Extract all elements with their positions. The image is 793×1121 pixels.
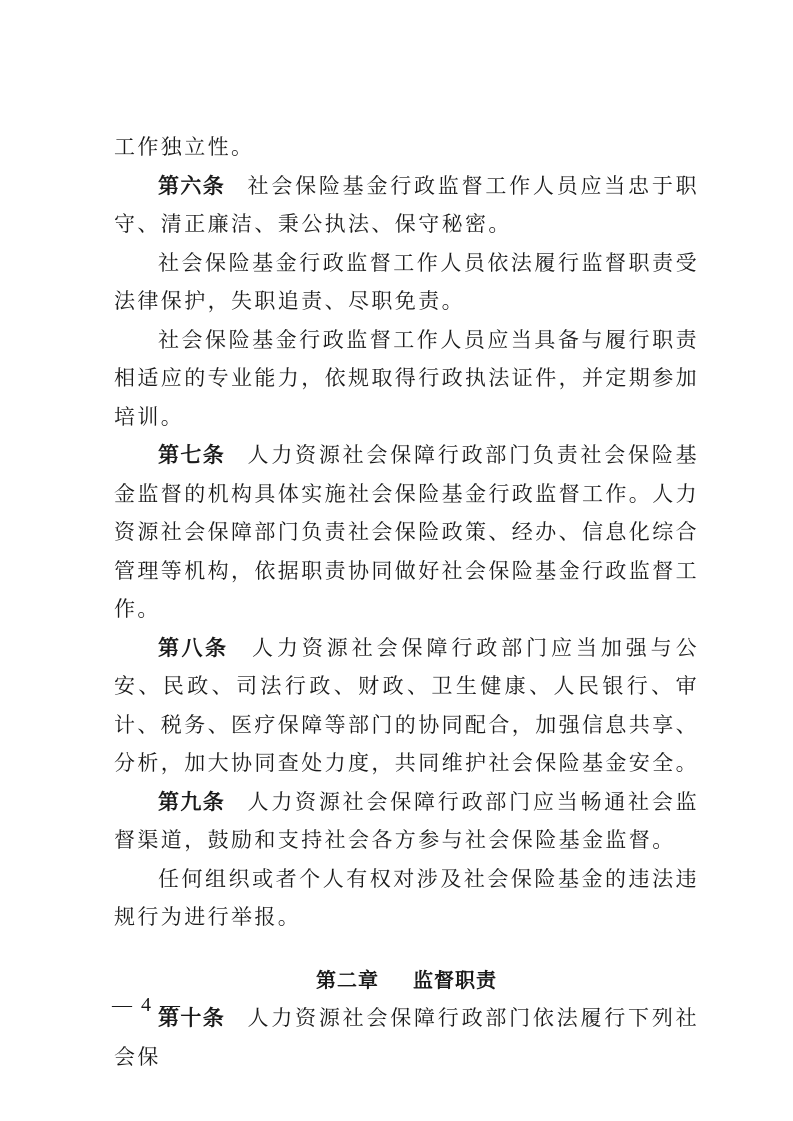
paragraph [114, 321, 699, 437]
paragraph-text: 社会保险基金行政监督工作人员应当具备与履行职责相适应的专业能力，依规取得行政执法证件，并定期参加培训。 [114, 327, 699, 429]
paragraph-text: 任何组织或者个人有权对涉及社会保险基金的违法违规行为进行举报。 [114, 866, 699, 929]
chapter-title: 监督职责 [413, 967, 497, 992]
article-heading: 第六条 [158, 173, 226, 198]
paragraph-text: 工作独立性。 [114, 135, 255, 159]
article-heading: 第九条 [158, 789, 226, 814]
article-7 [114, 436, 699, 629]
paragraph [114, 860, 699, 937]
chapter-number: 第二章 [316, 967, 379, 992]
article-heading: 第七条 [158, 443, 226, 467]
page-number: — 4 — [112, 994, 182, 1016]
paragraph-text: 社会保险基金行政监督工作人员依法履行监督职责受法律保护，失职追责、尽职免责。 [114, 250, 699, 313]
article-text: 人力资源社会保障行政部门应当畅通社会监督渠道，鼓励和支持社会各方参与社会保险基金监督。 [114, 789, 700, 852]
article-heading: 第八条 [158, 635, 229, 660]
document-body [114, 128, 699, 1076]
article-6 [114, 167, 699, 244]
article-text: 人力资源社会保障行政部门依法履行下列社会保 [114, 1006, 700, 1069]
paragraph [114, 128, 699, 167]
article-8 [114, 629, 699, 783]
paragraph [114, 244, 699, 321]
article-9 [114, 783, 699, 860]
article-text: 社会保险基金行政监督工作人员应当忠于职守、清正廉洁、秉公执法、保守秘密。 [114, 173, 700, 236]
article-10 [114, 999, 699, 1076]
article-text: 人力资源社会保障行政部门应当加强与公安、民政、司法行政、财政、卫生健康、人民银行、审计、税务、医疗保障等部门的协同配合，加强信息共享、分析，加大协同查处力度，共同维护社会保险基金安全。 [114, 635, 699, 775]
article-heading: 第十条 [158, 1006, 226, 1030]
article-text: 人力资源社会保障行政部门负责社会保险基金监督的机构具体实施社会保险基金行政监督工作。人力资源社会保障部门负责社会保险政策、经办、信息化综合管理等机构，依据职责协同做好社会保险基金行政监督工作。 [114, 443, 700, 621]
chapter-heading [114, 961, 699, 1000]
